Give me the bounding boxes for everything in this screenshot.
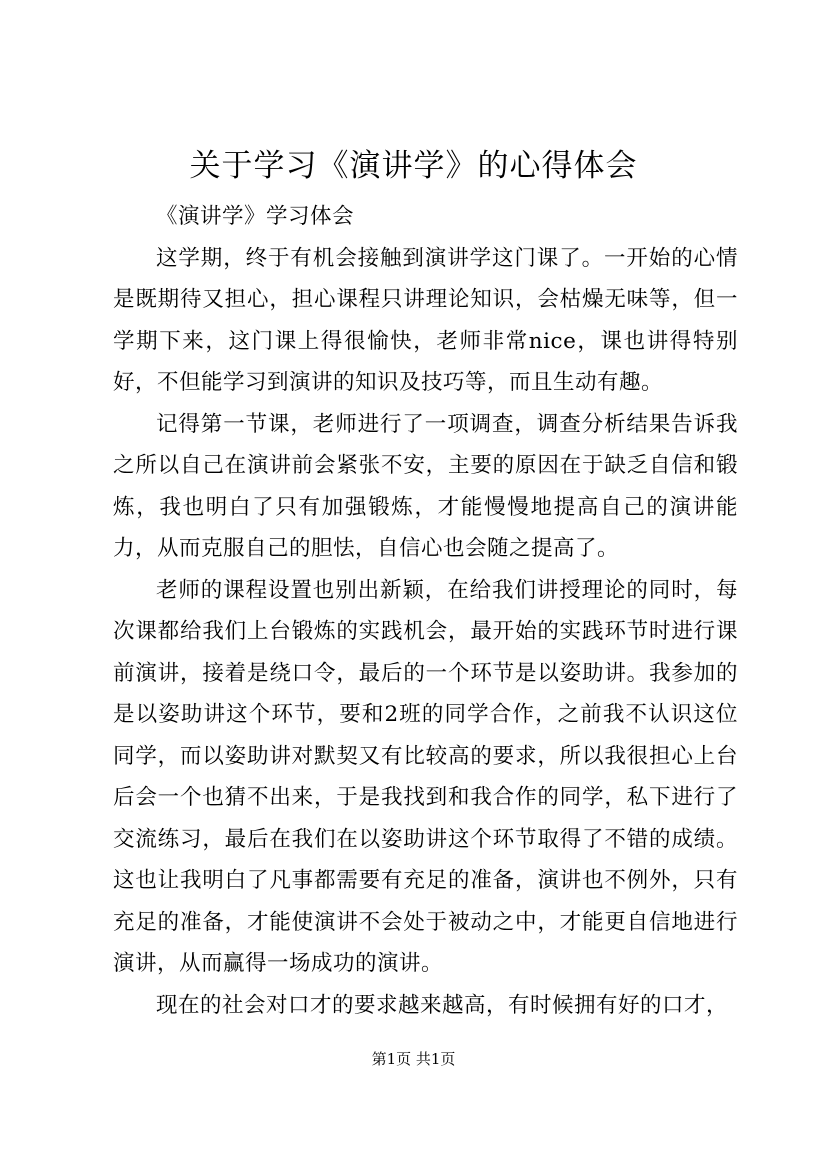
paragraph-subtitle: 《演讲学》学习体会 (156, 204, 355, 229)
paragraph: 老师的课程设置也别出新颖，在给我们讲授理论的同时，每次课都给我们上台锻炼的实践机会，最开始的实践环节时进行课前演讲，接着是绕口令，最后的一个环节是以姿助讲。我参加的是以姿助讲这个环节，要和2班的同学合作，之前我不认识这位同学，而以姿助讲对默契又有比较高的要求，所以我很担心上台后会一个也猜不出来，于是我找到和我合作的同学，私下进行了交流练习，最后在我们在以姿助讲这个环节取得了不错的成绩。这也让我明白了凡事都需要有充足的准备，演讲也不例外，只有充足的准备，才能使演讲不会处于被动之中，才能更自信地进行演讲，从而赢得一场成功的演讲。 (113, 577, 738, 976)
paragraph: 记得第一节课，老师进行了一项调查，调查分析结果告诉我之所以自己在演讲前会紧张不安，主要的原因在于缺乏自信和锻炼，我也明白了只有加强锻炼，才能慢慢地提高自己的演讲能力，从而克服自己的胆怯，自信心也会随之提高了。 (113, 411, 738, 561)
paragraph: 现在的社会对口才的要求越来越高，有时候拥有好的口才， (156, 992, 729, 1018)
page-footer: 第1页 共1页 (371, 1050, 456, 1068)
paragraph: 这学期，终于有机会接触到演讲学这门课了。一开始的心情是既期待又担心，担心课程只讲理论知识，会枯燥无味等，但一学期下来，这门课上得很愉快，老师非常nice，课也讲得特别好，不但能学习到演讲的知识及技巧等，而且生动有趣。 (113, 245, 738, 395)
document-title: 关于学习《演讲学》的心得体会 (189, 148, 638, 184)
document-body (113, 196, 738, 1026)
